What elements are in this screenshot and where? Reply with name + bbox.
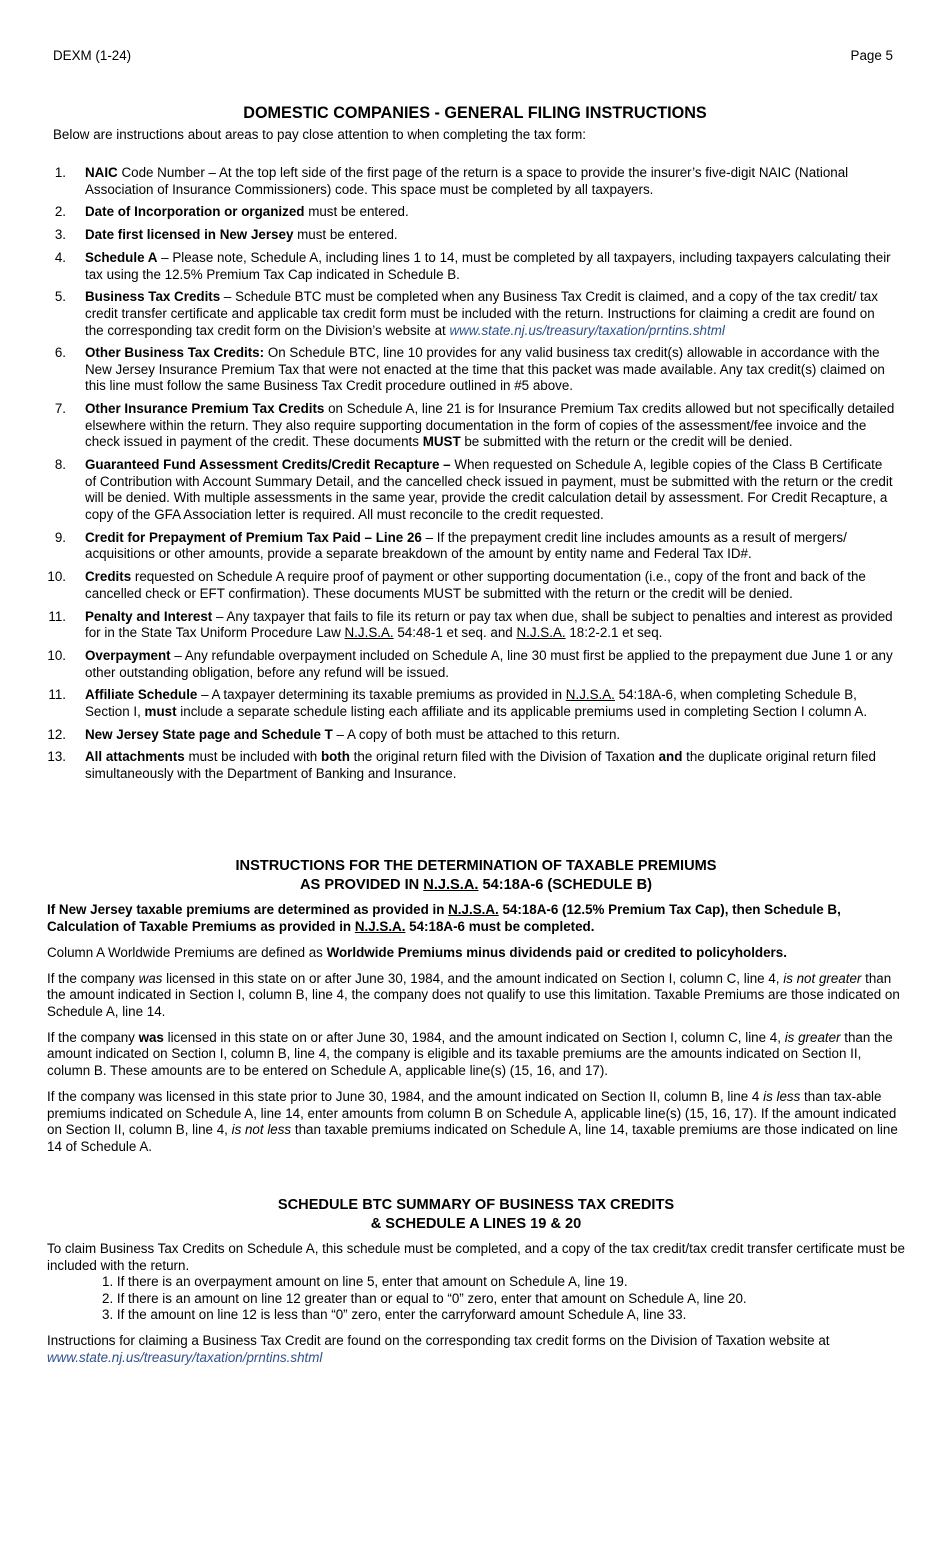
page-number: Page 5 <box>850 48 893 63</box>
list-item <box>54 345 897 395</box>
heading-line: INSTRUCTIONS FOR THE DETERMINATION OF TAXABLE PREMIUMS <box>235 858 717 874</box>
para-emphasis: Worldwide Premiums minus dividends paid or credited to policyholders. <box>326 944 787 960</box>
para-emphasis: was <box>138 1029 164 1045</box>
item-text: 54:48-1 et seq. and <box>393 625 517 641</box>
statute-ref: N.J.S.A. <box>516 625 566 641</box>
list-item <box>54 227 897 244</box>
item-heading: All attachments <box>85 749 185 765</box>
item-heading: Affiliate Schedule <box>85 687 198 703</box>
item-text: the original return filed with the Division of Taxation <box>349 749 659 765</box>
item-number: 13. <box>47 749 66 765</box>
para-italic: is not less <box>231 1122 292 1138</box>
item-number: 10. <box>47 647 66 663</box>
item-text: 54:18A-6, when completing Schedule B, Section I, <box>85 687 857 719</box>
list-item <box>47 749 897 782</box>
para-text: If the company <box>47 970 139 986</box>
item-number: 4. <box>54 249 66 265</box>
para-italic: is less <box>763 1088 801 1104</box>
list-item <box>47 726 897 744</box>
intro-text: Below are instructions about areas to pay close attention to when completing the tax form: <box>53 127 586 142</box>
heading-line <box>47 876 905 895</box>
item-heading: Penalty and Interest <box>85 608 213 624</box>
item-number: 6. <box>54 345 66 361</box>
step-item: 2. If there is an amount on line 12 greater than or equal to “0” zero, enter that amount on Schedule A, line 20. <box>102 1290 747 1306</box>
item-number: 7. <box>54 401 66 417</box>
statute-ref: N.J.S.A. <box>565 687 615 703</box>
item-text: – A copy of both must be attached to this return. <box>332 726 621 742</box>
item-text: must be entered. <box>293 227 398 243</box>
paragraph <box>47 945 905 962</box>
item-heading: Other Business Tax Credits: <box>85 345 265 361</box>
para-text: licensed in this state on or after June 30, 1984, and the amount indicated on Section I, column C, line 4, <box>162 970 784 986</box>
paragraph: To claim Business Tax Credits on Schedule A, this schedule must be completed, and a copy of the tax credit/tax credit transfer certificate must be included with the return. <box>47 1241 905 1273</box>
statute-ref: N.J.S.A. <box>448 902 499 917</box>
para-text: than tax-able premiums indicated on Schedule A, line 14, enter amounts from column B on Schedule A, applicable line(s) (15, 16, 17). If the amount indicated on Section II, column B, line 4, <box>47 1088 897 1138</box>
heading-text: 54:18A-6 (SCHEDULE B) <box>478 877 652 893</box>
item-heading: Date of Incorporation or organized <box>85 204 305 220</box>
website-link[interactable]: www.state.nj.us/treasury/taxation/prntins.shtml <box>449 322 725 338</box>
item-emphasis: must <box>144 703 177 719</box>
item-heading: Credits <box>85 569 132 585</box>
para-text: than the amount indicated in Section I, column B, line 4, the company does not qualify to use this limitation. Taxable Premiums are those indicated on Schedule A, line 14. <box>47 970 900 1019</box>
para-text: If the company was licensed in this state prior to June 30, 1984, and the amount indicated on Section II, column B, line 4 <box>47 1088 764 1104</box>
list-item <box>54 204 897 221</box>
taxable-premiums-section <box>47 857 905 1155</box>
step-item: 1. If there is an overpayment amount on line 5, enter that amount on Schedule A, line 19. <box>102 1274 628 1290</box>
paragraph <box>47 971 905 1021</box>
para-italic: is greater <box>784 1029 841 1045</box>
para-text: If the company <box>47 1029 139 1045</box>
item-text: be submitted with the return or the credit will be denied. <box>460 434 793 450</box>
website-link[interactable]: www.state.nj.us/treasury/taxation/prntins.shtml <box>47 1349 323 1365</box>
item-number: 10. <box>47 569 66 585</box>
item-text: the duplicate original return filed simultaneously with the Department of Banking and Insurance. <box>85 749 876 782</box>
list-item <box>48 608 897 642</box>
item-text: must be entered. <box>304 204 409 220</box>
paragraph <box>47 1089 905 1155</box>
list-item <box>54 401 897 451</box>
item-number: 11. <box>48 687 66 703</box>
para-italic: was <box>138 970 163 986</box>
item-heading: Overpayment <box>85 647 171 663</box>
heading-line: & SCHEDULE A LINES 19 & 20 <box>370 1216 582 1232</box>
list-item <box>54 529 897 563</box>
item-number: 3. <box>54 227 66 243</box>
item-number: 9. <box>54 529 66 545</box>
list-item <box>54 457 897 523</box>
item-emphasis: and <box>658 749 683 765</box>
heading-line: SCHEDULE BTC SUMMARY OF BUSINESS TAX CREDITS <box>277 1197 675 1213</box>
item-heading: NAIC <box>85 165 118 180</box>
item-number: 5. <box>54 289 66 305</box>
item-text: Code Number – At the top left side of the first page of the return is a space to provide the insurer’s five-digit NAIC (National Association of Insurance Commissioners) code. This space must be completed by all taxpayers. <box>85 165 849 197</box>
item-text: On Schedule BTC, line 10 provides for any valid business tax credit(s) allowable in accordance with the New Jersey Insurance Premium Tax that were not enacted at the time that this packet was made available. Any tax credit(s) claimed on this line must follow the same Business Tax Credit procedure outlined in #5 above. <box>85 345 885 394</box>
list-item <box>54 165 897 198</box>
item-text: – If the prepayment credit line includes amounts as a result of mergers/ acquisitions or other amounts, provide a separate breakdown of the amount by entity name and Federal Tax ID#. <box>85 529 847 562</box>
item-text: include a separate schedule listing each affiliate and its applicable premiums used in completing Section I column A. <box>176 703 868 719</box>
item-text: must be included with <box>184 749 321 765</box>
item-emphasis: MUST <box>422 434 461 450</box>
para-italic: is not greater <box>783 970 862 986</box>
item-text: – Any refundable overpayment included on Schedule A, line 30 must first be applied to the prepayment due June 1 or any other outstanding obligation, before any refund will be issued. <box>85 647 893 680</box>
para-text: If New Jersey taxable premiums are determined as provided in <box>47 902 449 917</box>
item-text: on Schedule A, line 21 is for Insurance Premium Tax credits allowed but not specifically detailed elsewhere within the return. They also require supporting documentation in the form of copies of the assessment/fee invoice and the check issued in payment of the credit. These documents <box>85 401 895 450</box>
para-text: Instructions for claiming a Business Tax Credit are found on the corresponding tax credit forms on the Division of Taxation website at <box>47 1333 830 1349</box>
item-text: requested on Schedule A require proof of payment or other supporting documentation (i.e., copy of the front and back of the cancelled check or EFT confirmation). These documents MUST be submitted with the return or the credit will be denied. <box>85 569 866 601</box>
item-heading: Date first licensed in New Jersey <box>85 227 294 243</box>
item-number: 1. <box>54 165 66 180</box>
item-heading: Business Tax Credits <box>85 289 221 305</box>
paragraph <box>47 1030 905 1080</box>
list-item <box>54 249 897 283</box>
item-heading: New Jersey State page and Schedule T <box>85 726 333 742</box>
item-text: When requested on Schedule A, legible copies of the Class B Certificate of Contribution with Account Summary Detail, and the cancelled check issued in payment, must be submitted with the return or the credit will be denied. With multiple assessments in the same year, provide the credit calculation detail by assessment. For Credit Recapture, a copy of the GFA Association letter is required. All must reconcile to the credit requested. <box>85 457 893 522</box>
item-number: 12. <box>47 726 66 742</box>
form-id: DEXM (1-24) <box>53 48 132 63</box>
instruction-list <box>47 165 897 789</box>
list-item <box>47 569 897 602</box>
list-item <box>48 687 897 720</box>
paragraph <box>47 902 905 935</box>
item-heading: Guaranteed Fund Assessment Credits/Credit Recapture – <box>85 457 451 473</box>
statute-ref: N.J.S.A. <box>354 918 406 934</box>
section-heading <box>47 857 905 895</box>
section-heading <box>47 1196 905 1234</box>
item-number: 2. <box>54 204 66 220</box>
item-number: 8. <box>54 457 66 473</box>
item-text: – Please note, Schedule A, including lines 1 to 14, must be completed by all taxpayers, including taxpayers calculating their tax using the 12.5% Premium Tax Cap indicated in Schedule B. <box>85 249 891 282</box>
para-text: than the amount indicated on Section I, column B, line 4, the company is eligible and its taxable premiums are the amounts indicated on Section II, column B. These amounts are to be entered on Schedule A, applicable line(s) (15, 16, and 17). <box>47 1029 893 1078</box>
item-heading: Other Insurance Premium Tax Credits <box>85 401 325 417</box>
para-text: 54:18A-6 must be completed. <box>405 918 595 934</box>
item-emphasis: both <box>320 749 350 765</box>
list-item <box>47 647 897 681</box>
para-text: Column A Worldwide Premiums are defined as <box>47 944 327 960</box>
page-title: DOMESTIC COMPANIES - GENERAL FILING INSTRUCTIONS <box>243 104 707 122</box>
item-text: – Schedule BTC must be completed when any Business Tax Credit is claimed, and a copy of the tax credit/ tax credit transfer certificate and applicable tax credit form must be included with the return. Instructions for claiming a credit are found on the corresponding tax credit form on the Division’s website at <box>85 289 878 338</box>
list-item <box>54 289 897 339</box>
schedule-btc-section <box>47 1196 905 1367</box>
statute-ref: N.J.S.A. <box>423 877 479 893</box>
item-text: – Any taxpayer that fails to file its return or pay tax when due, shall be subject to penalties and interest as provided for in the State Tax Uniform Procedure Law <box>85 608 893 641</box>
item-heading: Schedule A <box>85 249 158 265</box>
para-text: than taxable premiums indicated on Schedule A, line 14, taxable premiums are those indicated on line 14 of Schedule A. <box>47 1122 898 1154</box>
item-number: 11. <box>48 608 66 624</box>
item-heading: Credit for Prepayment of Premium Tax Paid – Line 26 <box>85 529 422 545</box>
step-item: 3. If the amount on line 12 is less than “0” zero, enter the carryforward amount Schedule A, line 33. <box>102 1307 687 1323</box>
heading-text: AS PROVIDED IN <box>300 877 424 893</box>
item-text: 18:2-2.1 et seq. <box>565 625 663 641</box>
paragraph <box>47 1333 905 1366</box>
para-text: 54:18A-6 (12.5% Premium Tax Cap), then Schedule B, Calculation of Taxable Premiums as provided in <box>47 902 841 934</box>
statute-ref: N.J.S.A. <box>344 625 394 641</box>
item-text: – A taxpayer determining its taxable premiums as provided in <box>197 687 566 703</box>
para-text: licensed in this state on or after June 30, 1984, and the amount indicated on Section I, column C, line 4, <box>163 1029 785 1045</box>
